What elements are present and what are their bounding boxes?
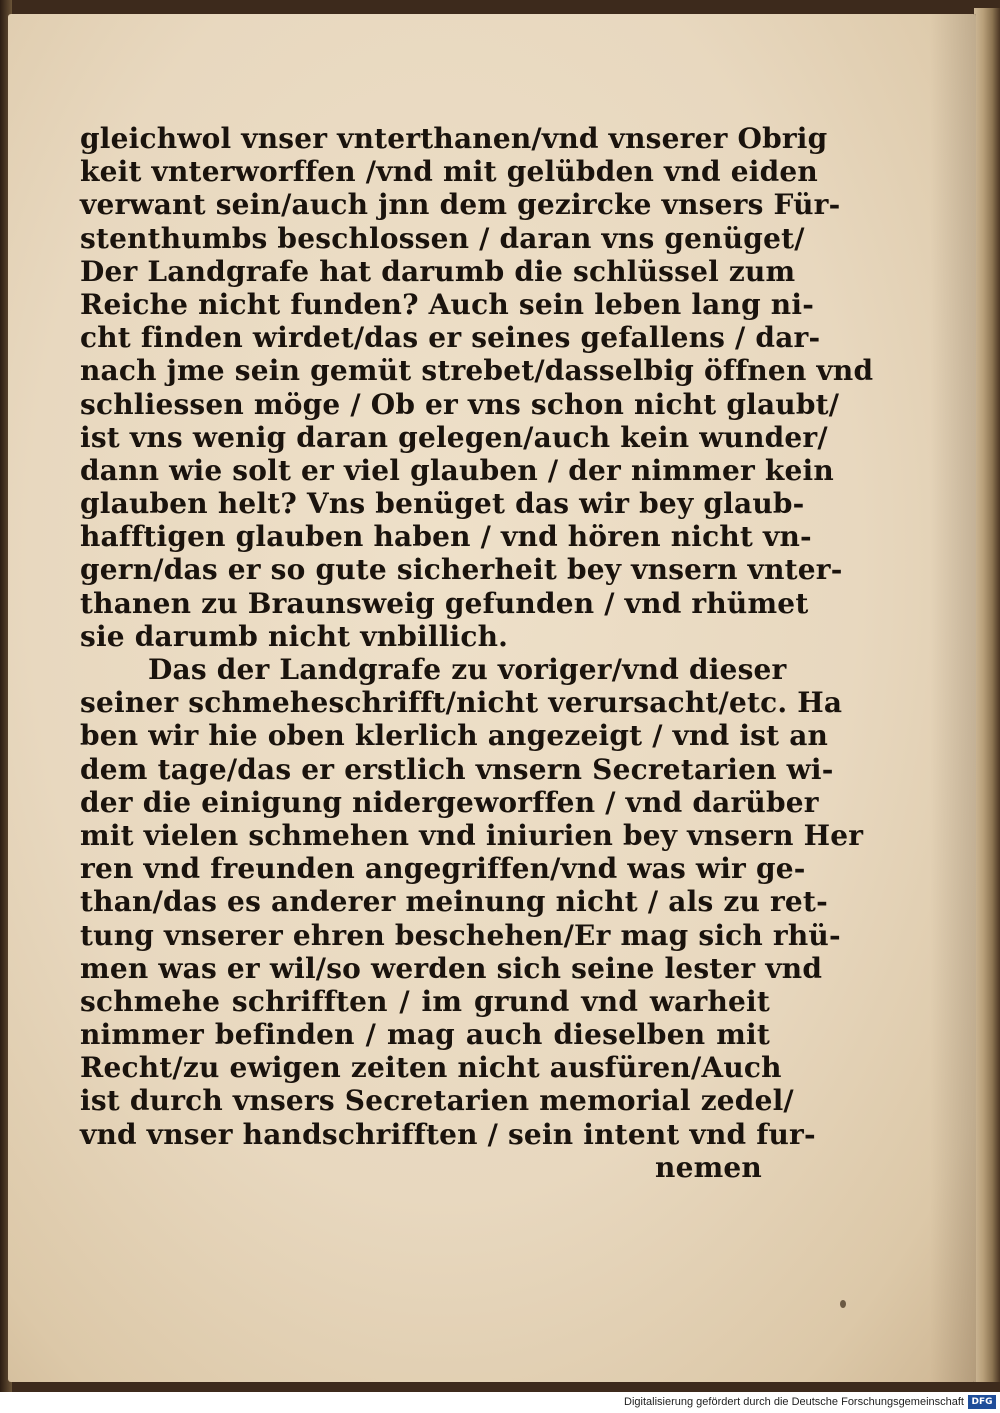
text-line: than/das es anderer meinung nicht / als zu ret- [80,885,828,919]
text-line: Der Landgrafe hat darumb die schlüssel zum [80,254,796,288]
text-line: vnd vnser handschrifften / sein intent vnd fur- [80,1117,816,1151]
page-shadow [930,14,976,1382]
funding-credit: Digitalisierung gefördert durch die Deutsche Forschungsgemeinschaft [624,1396,964,1408]
text-line: ren vnd freunden angegriffen/vnd was wir ge- [80,852,806,886]
catchword: nemen [655,1150,762,1184]
text-line: Reiche nicht funden? Auch sein leben lang ni- [80,287,815,321]
text-line: nach jme sein gemüt strebet/dasselbig öffnen vnd [80,354,874,388]
body-text [80,122,874,1184]
text-line: schmehe schrifften / im grund vnd warheit [80,984,770,1018]
text-line: verwant sein/auch jnn dem gezircke vnsers Für- [80,188,841,222]
dfg-logo-icon: DFG [968,1395,996,1409]
text-line: nimmer befinden / mag auch dieselben mit [80,1018,770,1052]
text-line: keit vnterworffen /vnd mit gelübden vnd eiden [80,155,818,189]
paragraph-end-line: sie darumb nicht vnbillich. [80,619,509,653]
paper-stain [840,1300,846,1308]
text-line: men was er wil/so werden sich seine lester vnd [80,951,823,985]
text-line: glauben helt? Vns benüget das wir bey glaub- [80,487,805,521]
text-line: ben wir hie oben klerlich angezeigt / vnd ist an [80,719,829,753]
text-line: gern/das er so gute sicherheit bey vnsern vnter- [80,553,843,587]
text-line: schliessen möge / Ob er vns schon nicht glaubt/ [80,387,840,421]
text-line: der die einigung nidergeworffen / vnd darüber [80,785,819,819]
page-stack-edge [974,8,1000,1382]
text-line: ist durch vnsers Secretarien memorial zedel/ [80,1084,794,1118]
text-line: stenthumbs beschlossen / daran vns genüget/ [80,221,805,255]
text-line: dem tage/das er erstlich vnsern Secretarien wi- [80,752,834,786]
footer-bar [0,1392,1000,1413]
paragraph-start-line: Das der Landgrafe zu voriger/vnd dieser [148,653,787,686]
text-line: hafftigen glauben haben / vnd hören nicht vn- [80,520,812,554]
text-line: gleichwol vnser vnterthanen/vnd vnserer Obrig [80,122,828,155]
text-line: seiner schmeheschrifft/nicht verursacht/etc. Ha [80,686,843,720]
text-line: Recht/zu ewigen zeiten nicht ausfüren/Auch [80,1051,782,1085]
text-line: tung vnserer ehren beschehen/Er mag sich rhü- [80,918,841,952]
text-line: cht finden wirdet/das er seines gefallens / dar- [80,321,821,355]
text-line: thanen zu Braunsweig gefunden / vnd rhümet [80,586,809,620]
text-line: dann wie solt er viel glauben / der nimmer kein [80,453,834,487]
text-line: mit vielen schmehen vnd iniurien bey vnsern Her [80,818,864,852]
text-line: ist vns wenig daran gelegen/auch kein wunder/ [80,420,828,454]
